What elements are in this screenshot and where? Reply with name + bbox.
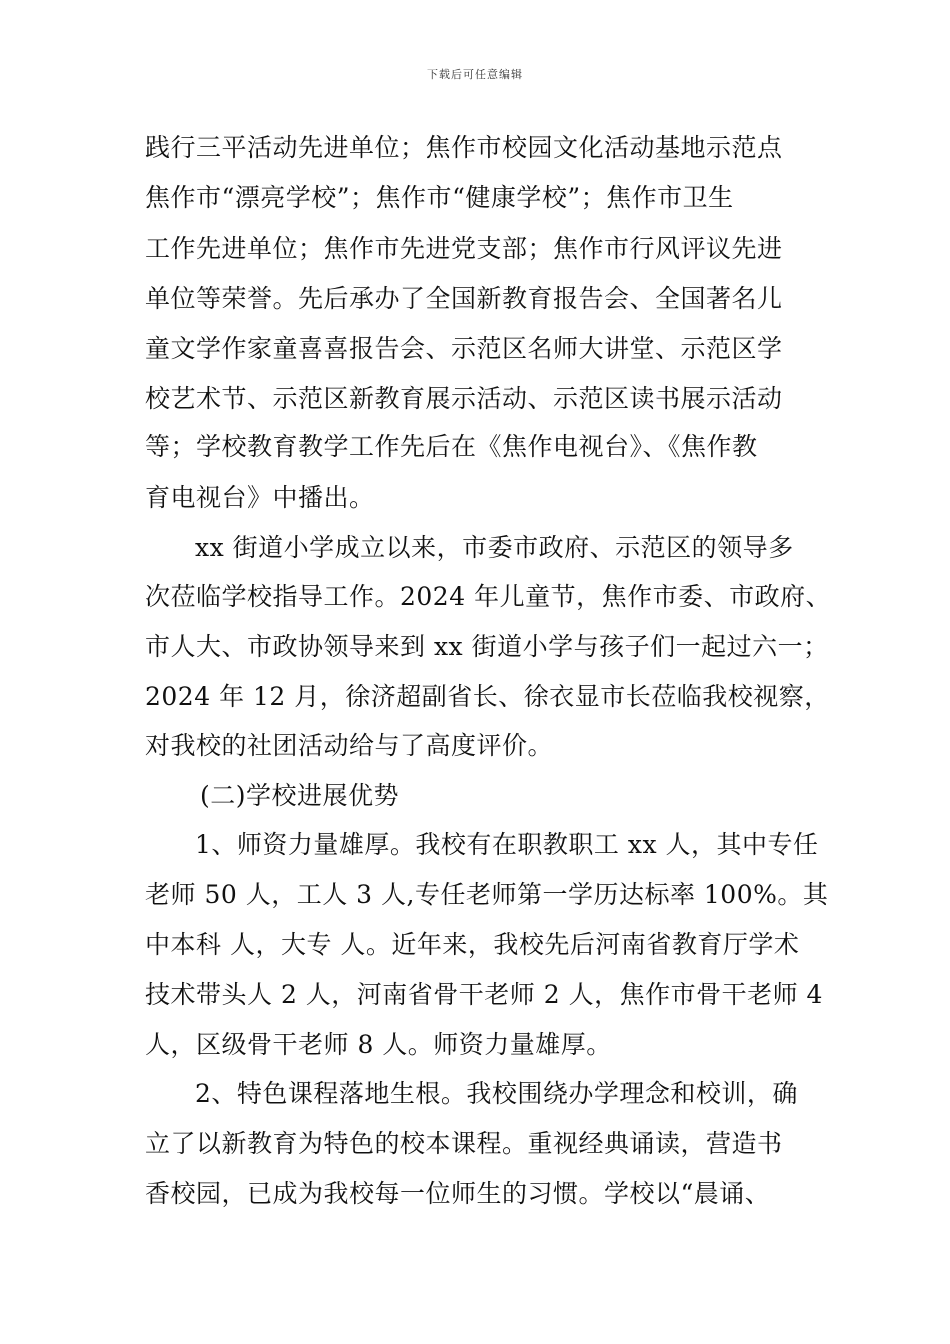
text-line: 焦作市“漂亮学校”；焦作市“健康学校”；焦作市卫生	[145, 183, 734, 212]
text-line: 育电视台》中播出。	[145, 483, 375, 512]
paragraph-first-line: xx 街道小学成立以来，市委市政府、示范区的领导多	[195, 533, 794, 562]
text-line: 2024 年 12 月，徐济超副省长、徐衣显市长莅临我校视察，	[145, 682, 830, 711]
text-line: 童文学作家童喜喜报告会、示范区名师大讲堂、示范区学	[145, 334, 783, 363]
text-line: 中本科 人，大专 人。近年来，我校先后河南省教育厅学术	[145, 930, 800, 959]
text-line: 校艺术节、示范区新教育展示活动、示范区读书展示活动	[145, 384, 783, 413]
text-line: 践行三平活动先进单位；焦作市校园文化活动基地示范点	[145, 133, 783, 162]
text-line: 次莅临学校指导工作。2024 年儿童节，焦作市委、市政府、	[145, 582, 832, 611]
text-line: 老师 50 人，工人 3 人,专任老师第一学历达标率 100%。其	[145, 880, 829, 909]
text-line: 立了以新教育为特色的校本课程。重视经典诵读，营造书	[145, 1129, 783, 1158]
text-line: 市人大、市政协领导来到 xx 街道小学与孩子们一起过六一；	[145, 632, 829, 661]
text-line: 等；学校教育教学工作先后在《焦作电视台》、《焦作教	[145, 432, 758, 461]
text-line: 单位等荣誉。先后承办了全国新教育报告会、全国著名儿	[145, 284, 783, 313]
text-line: 对我校的社团活动给与了高度评价。	[145, 731, 554, 760]
text-line: 工作先进单位；焦作市先进党支部；焦作市行风评议先进	[145, 234, 783, 263]
paragraph-first-line: 2、特色课程落地生根。我校围绕办学理念和校训，确	[195, 1079, 798, 1108]
text-line: 技术带头人 2 人，河南省骨干老师 2 人，焦作市骨干老师 4	[145, 980, 823, 1009]
text-line: 人，区级骨干老师 8 人。师资力量雄厚。	[145, 1030, 612, 1059]
page-header-note: 下载后可任意编辑	[427, 68, 523, 81]
paragraph-first-line: 1、师资力量雄厚。我校有在职教职工 xx 人，其中专任	[195, 830, 819, 859]
section-heading: (二)学校进展优势	[200, 781, 400, 810]
text-line: 香校园，已成为我校每一位师生的习惯。学校以“晨诵、	[145, 1179, 771, 1208]
